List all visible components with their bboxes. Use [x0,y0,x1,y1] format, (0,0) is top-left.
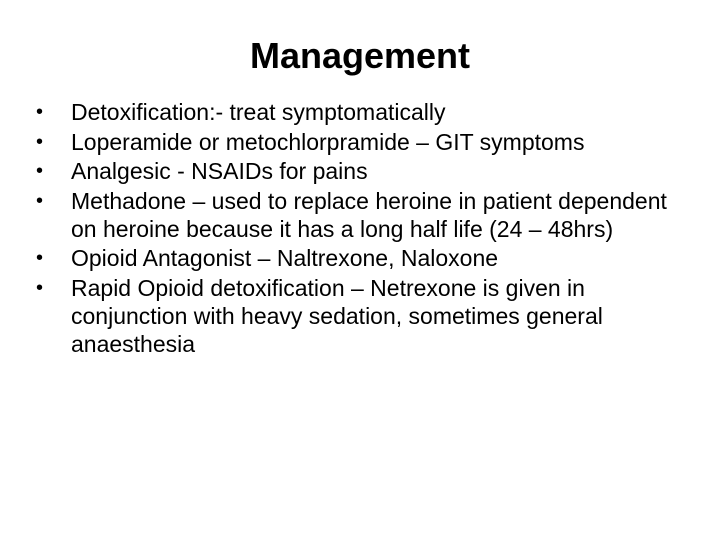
bullet-item [36,98,676,126]
bullet-dot-icon: • [36,101,44,123]
bullet-text: Detoxification:- treat symptomatically [71,99,446,125]
bullet-dot-icon: • [36,130,44,153]
bullet-dot-icon: • [36,189,44,212]
bullet-text: Methadone – used to replace heroine in patient dependent on heroine because it has a long half life (24 – 48hrs) [71,187,667,242]
bullet-dot-icon: • [36,247,44,270]
bullet-item [36,187,676,243]
bullet-text: Analgesic - NSAIDs for pains [71,158,368,185]
bullet-list [36,98,676,360]
bullet-dot-icon: • [36,276,44,299]
bullet-text: Rapid Opioid detoxification – Netrexone is given in conjunction with heavy sedation, sometimes general anaesthesia [71,274,603,357]
bullet-item [36,274,676,358]
bullet-dot-icon: • [36,160,44,183]
slide-title: Management [249,35,471,76]
bullet-text: Loperamide or metochlorpramide – GIT symptoms [71,128,585,155]
bullet-item [36,157,676,185]
bullet-item [36,244,676,272]
bullet-item [36,128,676,156]
bullet-text: Opioid Antagonist – Naltrexone, Naloxone [71,245,499,272]
